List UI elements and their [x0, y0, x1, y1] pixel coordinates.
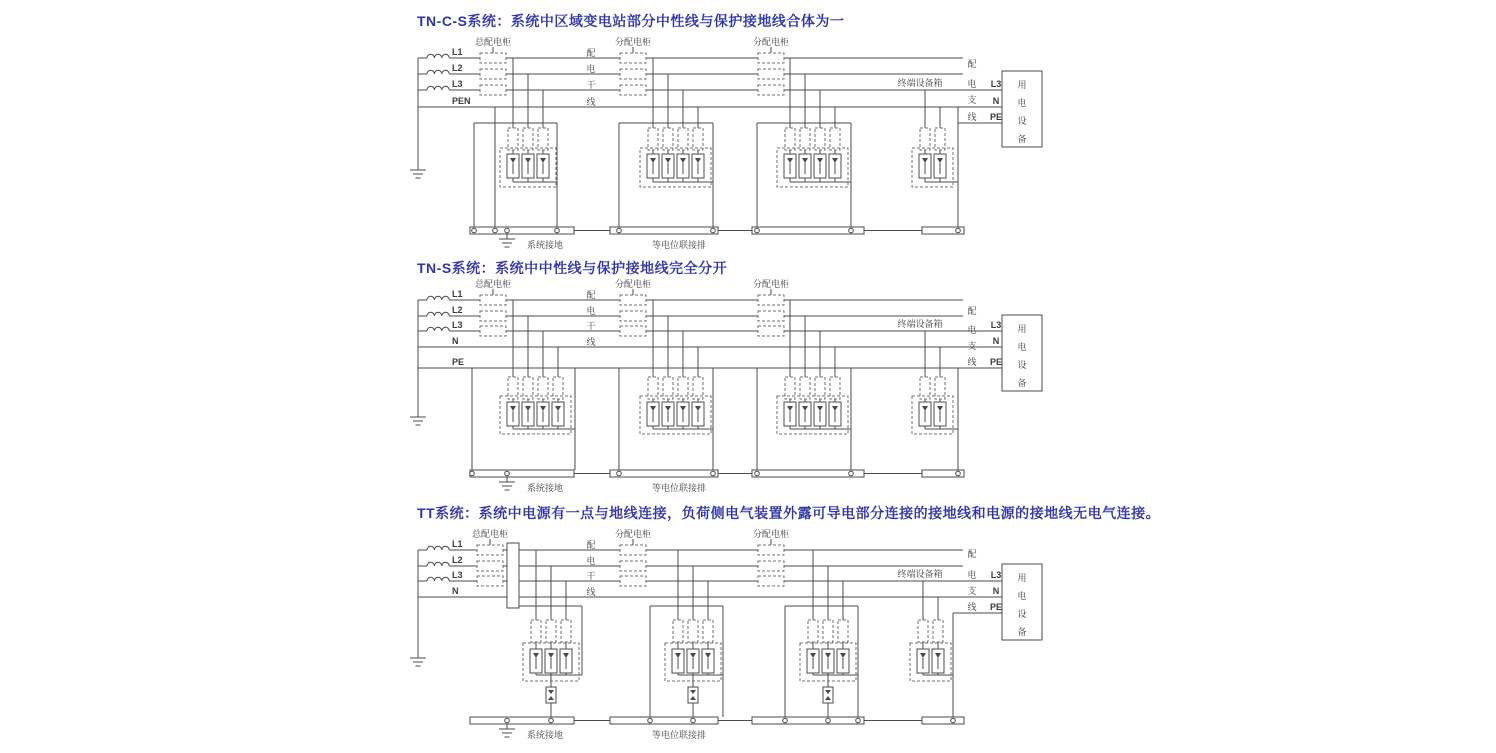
svg-text:L1: L1: [452, 47, 463, 57]
svg-text:总配电柜: 总配电柜: [474, 279, 512, 289]
svg-text:电: 电: [1017, 342, 1027, 352]
svg-text:系统接地: 系统接地: [527, 240, 564, 250]
svg-text:分配电柜: 分配电柜: [614, 37, 652, 47]
svg-text:N: N: [992, 586, 1000, 596]
svg-text:PE: PE: [989, 112, 1003, 122]
svg-text:电: 电: [586, 306, 596, 316]
svg-text:L1: L1: [452, 539, 463, 549]
svg-text:分配电柜: 分配电柜: [752, 37, 790, 47]
svg-text:电: 电: [586, 64, 596, 74]
svg-text:N: N: [992, 336, 1000, 346]
svg-text:系统接地: 系统接地: [527, 483, 564, 493]
svg-text:分配电柜: 分配电柜: [752, 529, 790, 539]
svg-text:电: 电: [967, 79, 977, 89]
svg-text:L3: L3: [990, 320, 1002, 330]
svg-text:线: 线: [586, 97, 596, 107]
svg-text:备: 备: [1017, 134, 1027, 144]
svg-text:支: 支: [967, 586, 977, 596]
svg-text:N: N: [992, 96, 1000, 106]
svg-text:备: 备: [1017, 627, 1027, 637]
svg-text:L2: L2: [452, 305, 463, 315]
svg-text:分配电柜: 分配电柜: [752, 279, 790, 289]
svg-text:L1: L1: [452, 289, 463, 299]
svg-text:L2: L2: [452, 63, 463, 73]
svg-text:用: 用: [1017, 573, 1027, 583]
svg-text:配: 配: [967, 549, 977, 559]
svg-text:干: 干: [586, 80, 596, 90]
svg-text:L3: L3: [990, 79, 1002, 89]
svg-text:电: 电: [1017, 98, 1027, 108]
svg-text:用: 用: [1017, 80, 1027, 90]
svg-text:等电位联接排: 等电位联接排: [652, 483, 707, 493]
svg-text:干: 干: [586, 321, 596, 331]
svg-text:L3: L3: [990, 570, 1002, 580]
section-title-tn-s: TN-S系统：系统中中性线与保护接地线完全分开: [417, 260, 728, 276]
svg-text:支: 支: [967, 95, 977, 105]
diagram-tn-c-s: [410, 36, 1042, 250]
svg-text:终端设备箱: 终端设备箱: [897, 569, 943, 579]
svg-text:配: 配: [586, 540, 596, 550]
svg-text:线: 线: [586, 587, 596, 597]
svg-text:L3: L3: [452, 570, 463, 580]
svg-text:分配电柜: 分配电柜: [614, 279, 652, 289]
svg-text:总配电柜: 总配电柜: [471, 529, 509, 539]
svg-text:终端设备箱: 终端设备箱: [897, 78, 943, 88]
svg-text:L3: L3: [452, 320, 463, 330]
svg-text:配: 配: [586, 48, 596, 58]
diagram-tn-s: [410, 278, 1042, 493]
svg-text:等电位联接排: 等电位联接排: [652, 730, 707, 740]
svg-text:N: N: [452, 586, 459, 596]
svg-text:终端设备箱: 终端设备箱: [897, 319, 943, 329]
diagram-tt: [410, 528, 1042, 740]
section-title-tt: TT系统：系统中电源有一点与地线连接，负荷侧电气装置外露可导电部分连接的接地线和电源的接地线无电气连接。: [417, 505, 1161, 521]
svg-text:PE: PE: [452, 357, 465, 367]
svg-text:备: 备: [1017, 378, 1027, 388]
svg-text:L2: L2: [452, 555, 463, 565]
svg-text:PEN: PEN: [452, 96, 471, 106]
svg-text:配: 配: [586, 290, 596, 300]
svg-text:电: 电: [586, 556, 596, 566]
svg-text:支: 支: [967, 341, 977, 351]
svg-text:设: 设: [1017, 360, 1027, 370]
svg-text:系统接地: 系统接地: [527, 730, 564, 740]
svg-text:线: 线: [967, 357, 977, 367]
svg-text:干: 干: [586, 571, 596, 581]
svg-text:L3: L3: [452, 79, 463, 89]
svg-text:设: 设: [1017, 116, 1027, 126]
svg-text:等电位联接排: 等电位联接排: [652, 240, 707, 250]
svg-text:PE: PE: [989, 602, 1003, 612]
svg-text:设: 设: [1017, 609, 1027, 619]
svg-text:用: 用: [1017, 324, 1027, 334]
svg-text:配: 配: [967, 306, 977, 316]
svg-text:分配电柜: 分配电柜: [614, 529, 652, 539]
svg-text:电: 电: [1017, 591, 1027, 601]
svg-text:电: 电: [967, 570, 977, 580]
svg-text:配: 配: [967, 59, 977, 69]
svg-text:线: 线: [586, 337, 596, 347]
svg-text:N: N: [452, 336, 459, 346]
svg-text:PE: PE: [989, 357, 1003, 367]
svg-text:线: 线: [967, 602, 977, 612]
svg-text:线: 线: [967, 112, 977, 122]
svg-text:总配电柜: 总配电柜: [474, 37, 512, 47]
section-title-tn-c-s: TN-C-S系统：系统中区域变电站部分中性线与保护接地线合体为一: [417, 13, 845, 29]
svg-text:电: 电: [967, 325, 977, 335]
